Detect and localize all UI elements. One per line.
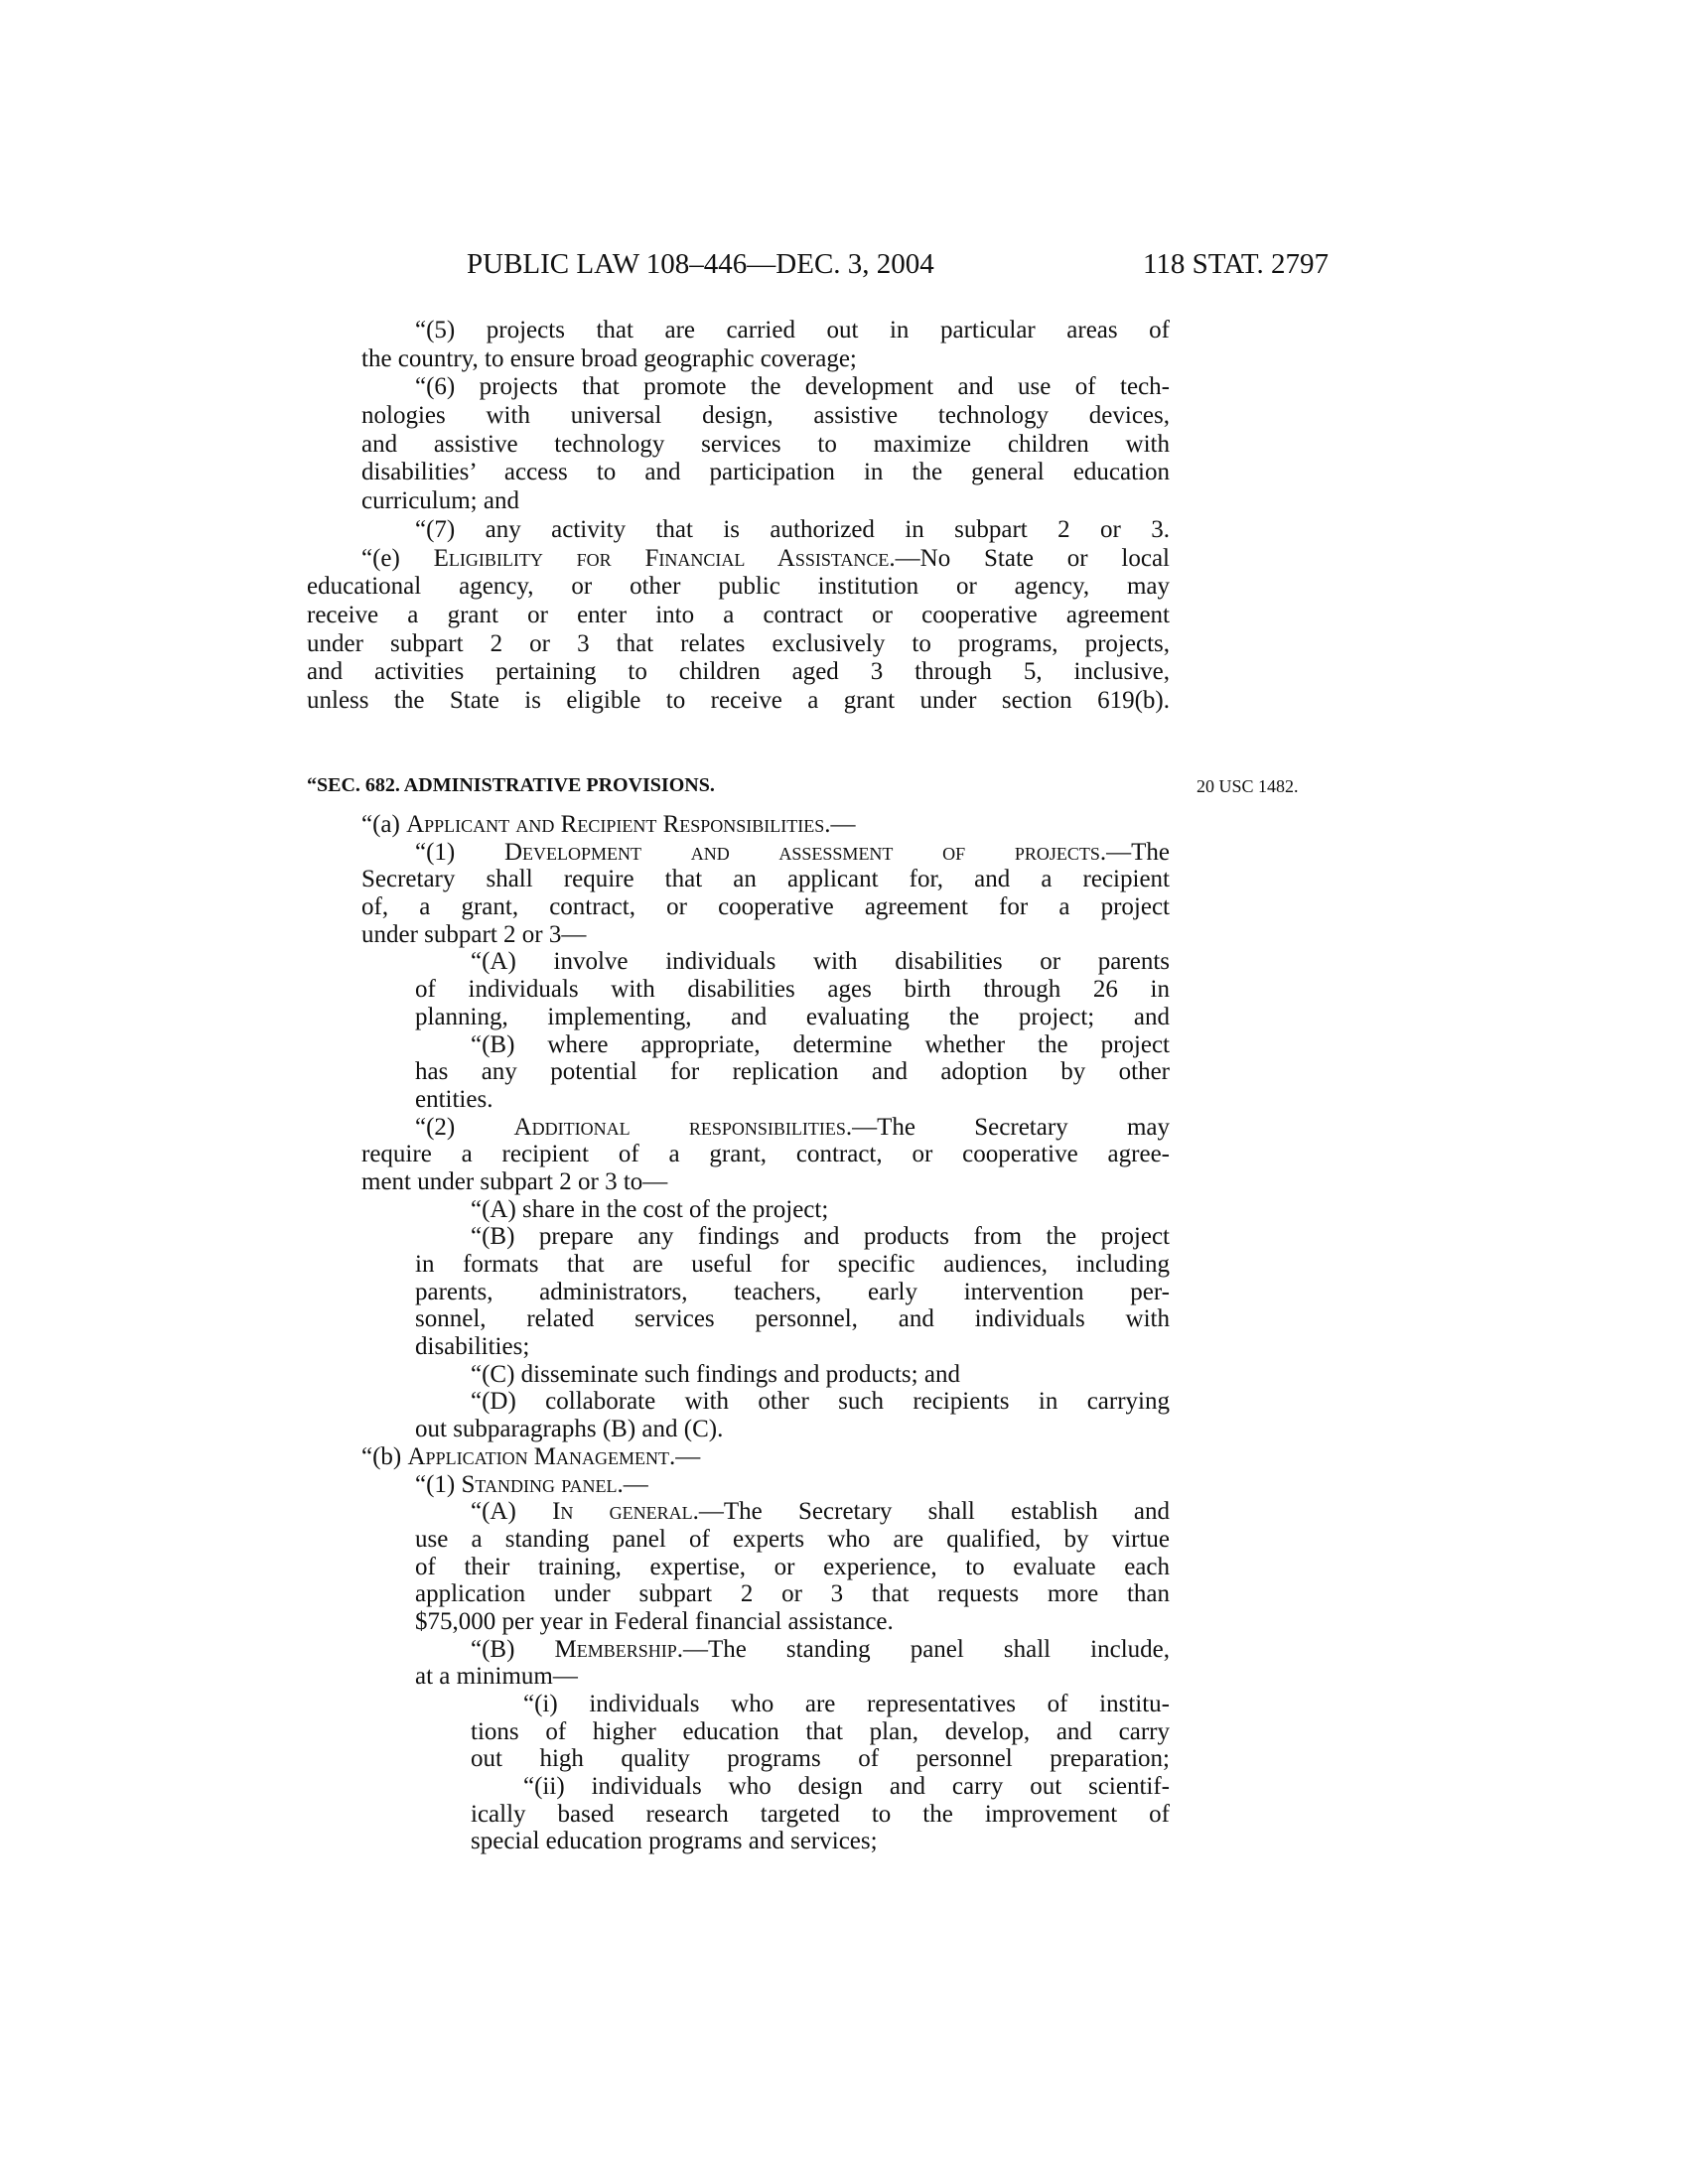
line-text: under subpart 2 or 3— [361,920,587,948]
line-text: require a recipient of a grant, contract, or cooperative agree- [361,1141,1170,1168]
line-text: disabilities’ access to and participation in the general education [361,459,1170,486]
text-line [361,1141,1170,1168]
line-text: “(B) prepare any findings and products from the project [471,1223,1170,1251]
text-line [361,1168,1170,1196]
line-text: and activities pertaining to children aged 3 through 5, inclusive, [307,658,1170,686]
text-line [415,373,1170,402]
text-line [361,545,1170,574]
text-line [415,516,1170,545]
line-text: — [830,811,856,838]
small-caps-heading: Eligibility for Financial Assistance. [433,544,896,572]
text-line [307,573,1170,602]
text-line [471,1498,1170,1526]
line-text: out high quality programs of personnel preparation; [471,1745,1170,1773]
line-text: at a minimum— [415,1663,578,1691]
small-caps-heading: Standing panel. [461,1470,624,1498]
line-text: “(A) involve individuals with disabilities or parents [471,948,1170,976]
text-line [361,345,1170,374]
text-line [471,1031,1170,1059]
line-text: “(b) [361,1442,408,1470]
text-line [415,1554,1170,1581]
line-text: “(A) [471,1498,553,1526]
text-line [471,1745,1170,1773]
line-text: “(7) any activity that is authorized in subpart 2 or 3. [415,515,1170,543]
line-text: planning, implementing, and evaluating the project; and [415,1003,1170,1030]
line-text: ically based research targeted to the improvement of [471,1800,1170,1828]
text-line [415,1526,1170,1554]
line-text: in formats that are useful for specific audiences, including [415,1251,1170,1278]
text-line [471,1828,1170,1855]
line-text: educational agency, or other public institution or agency, may [307,573,1170,601]
line-text: curriculum; and [361,487,519,515]
line-text: “(A) share in the cost of the project; [471,1195,829,1223]
line-text: parents, administrators, teachers, early intervention per- [415,1278,1170,1305]
line-text: the country, to ensure broad geographic coverage; [361,344,857,372]
line-text: “(2) [415,1113,514,1141]
text-line [415,1058,1170,1086]
line-text: — [623,1470,648,1498]
text-line [361,1443,1170,1471]
line-text: $75,000 per year in Federal financial assistance. [415,1607,894,1635]
text-line [307,602,1170,630]
line-text: “(e) [361,544,434,572]
line-text: — [675,1442,701,1470]
text-line [361,811,1170,839]
section-heading: “SEC. 682. ADMINISTRATIVE PROVISIONS. [307,774,715,796]
text-line [307,630,1170,659]
line-text: —The [1106,838,1170,866]
text-line [471,1388,1170,1416]
line-text: “(6) projects that promote the development and use of tech- [415,373,1170,401]
text-line [415,976,1170,1004]
small-caps-heading: Applicant and Recipient Responsibilities. [406,811,831,838]
line-text: of their training, expertise, or experience, to evaluate each [415,1553,1170,1580]
line-text: out subparagraphs (B) and (C). [415,1416,724,1443]
text-line [471,948,1170,976]
line-text: “(1) [415,1470,462,1498]
text-line [415,839,1170,867]
line-text: “(C) disseminate such findings and products; and [471,1360,960,1388]
text-line [415,1416,1170,1443]
line-text: “(a) [361,811,407,838]
text-line [415,1086,1170,1114]
text-line [415,1580,1170,1608]
small-caps-heading: Membership. [554,1635,683,1663]
text-line [523,1773,1170,1801]
text-line [471,1361,1170,1389]
line-text: “(ii) individuals who design and carry out scientif- [523,1773,1170,1801]
text-line [415,1004,1170,1031]
text-line [307,687,1170,716]
text-line [471,1718,1170,1746]
text-line [471,1801,1170,1829]
text-line [361,866,1170,893]
small-caps-heading: Application Management. [407,1442,676,1470]
line-text: Secretary shall require that an applicant for, and a recipient [361,866,1170,893]
text-line [415,1333,1170,1361]
small-caps-heading: Development and assessment of projects. [503,838,1107,866]
line-text: under subpart 2 or 3 that relates exclusively to programs, projects, [307,629,1170,657]
line-text: nologies with universal design, assistive technology devices, [361,402,1170,430]
text-line [361,402,1170,431]
line-text: and assistive technology services to maximize children with [361,430,1170,458]
text-line [471,1196,1170,1224]
line-text: receive a grant or enter into a contract or cooperative agreement [307,601,1170,628]
line-text: “(1) [415,838,504,866]
line-text: —The standing panel shall include, [683,1635,1170,1663]
line-text: “(B) [471,1635,555,1663]
text-line [415,1114,1170,1142]
text-block-section-682 [0,811,1688,1855]
line-text: of individuals with disabilities ages birth through 26 in [415,976,1170,1004]
line-text: entities. [415,1085,493,1113]
line-text: application under subpart 2 or 3 that requests more than [415,1580,1170,1608]
text-line [361,893,1170,921]
text-line [415,1251,1170,1279]
text-line [415,317,1170,345]
margin-note-usc: 20 USC 1482. [1196,776,1299,796]
line-text: of, a grant, contract, or cooperative agreement for a project [361,893,1170,921]
line-text: has any potential for replication and adoption by other [415,1058,1170,1086]
text-line [415,1471,1170,1499]
text-line [307,658,1170,687]
small-caps-heading: In general. [552,1498,699,1526]
text-line [471,1223,1170,1251]
line-text: unless the State is eligible to receive a grant under section 619(b). [307,686,1170,714]
text-line [361,459,1170,487]
line-text: “(B) where appropriate, determine whether the project [471,1030,1170,1058]
line-text: tions of higher education that plan, develop, and carry [471,1717,1170,1745]
page-number: 118 STAT. 2797 [1143,248,1329,280]
text-line [523,1691,1170,1718]
text-line [361,921,1170,949]
text-line [361,431,1170,460]
line-text: disabilities; [415,1333,530,1361]
text-line [415,1663,1170,1691]
line-text: ment under subpart 2 or 3 to— [361,1167,668,1195]
text-line [471,1636,1170,1664]
line-text: —No State or local [895,544,1171,572]
text-line [415,1279,1170,1306]
text-line [361,487,1170,516]
line-text: —The Secretary may [852,1113,1170,1141]
text-block-subsection-d-e [0,317,1688,716]
line-text: sonnel, related services personnel, and individuals with [415,1305,1170,1333]
text-line [415,1608,1170,1636]
line-text: “(i) individuals who are representatives of institu- [523,1691,1170,1717]
small-caps-heading: Additional responsibilities. [513,1113,853,1141]
line-text: “(D) collaborate with other such recipients in carrying [471,1388,1170,1416]
line-text: use a standing panel of experts who are qualified, by virtue [415,1525,1170,1553]
line-text: —The Secretary shall establish and [698,1498,1170,1526]
line-text: “(5) projects that are carried out in particular areas of [415,317,1170,343]
text-line [415,1305,1170,1333]
line-text: special education programs and services; [471,1828,878,1855]
running-header-title: PUBLIC LAW 108–446—DEC. 3, 2004 [467,248,934,280]
